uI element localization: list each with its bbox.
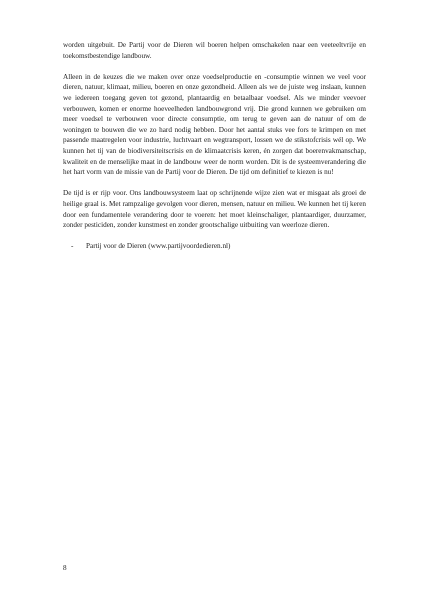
paragraph-3: De tijd is er rijp voor. Ons landbouwsysteem laat op schrijnende wijze zien wat er misgaat als groei de heilige graal is. Met rampzalige gevolgen voor dieren, mensen, natuur en milieu. We kunnen het tij keren door een fundamentele verandering door te voeren: het moet kleinschaliger, plantaardiger, duurzamer, zonder pesticiden, zonder kunstmest en zonder grootschalige uitbuiting van weerloze dieren. — [63, 189, 366, 230]
page-content — [63, 40, 366, 252]
source-text: Partij voor de Dieren (www.partijvoordedieren.nl) — [86, 242, 231, 251]
page-number: 8 — [63, 564, 67, 572]
source-citation — [63, 241, 366, 252]
paragraph-2: Alleen in de keuzes die we maken over onze voedselproductie en -consumptie winnen we veel voor dieren, natuur, klimaat, milieu, boeren en onze gezondheid. Alleen als we de juiste weg inslaan, kunnen we iedereen toegang geven tot gezond, plantaardig en betaalbaar voedsel. Als we minder veevoer verbouwen, komen er enorme hoeveelheden landbouwgrond vrij. Die grond kunnen we gebruiken om meer voedsel te verbouwen voor directe consumptie, om terug te geven aan de natuur of om de woningen te bouwen die we zo hard nodig hebben. Door het aantal stuks vee fors te krimpen en met passende maatregelen voor industrie, luchtvaart en wegtransport, lossen we de stikstofcrisis wél op. We kunnen het tij van de biodiversiteitscrisis en de klimaatcrisis keren, én zorgen dat boerenvakmanschap, kwaliteit en de menselijke maat in de landbouw weer de norm worden. Dit is de systeemverandering die het hart vorm van de missie van de Partij voor de Dieren. De tijd om definitief te kiezen is nu! — [63, 72, 366, 177]
source-dash: - — [71, 242, 74, 251]
paragraph-1: worden uitgebuit. De Partij voor de Dieren wil boeren helpen omschakelen naar een veeteeltvrije en toekomstbestendige landbouw. — [63, 41, 366, 60]
